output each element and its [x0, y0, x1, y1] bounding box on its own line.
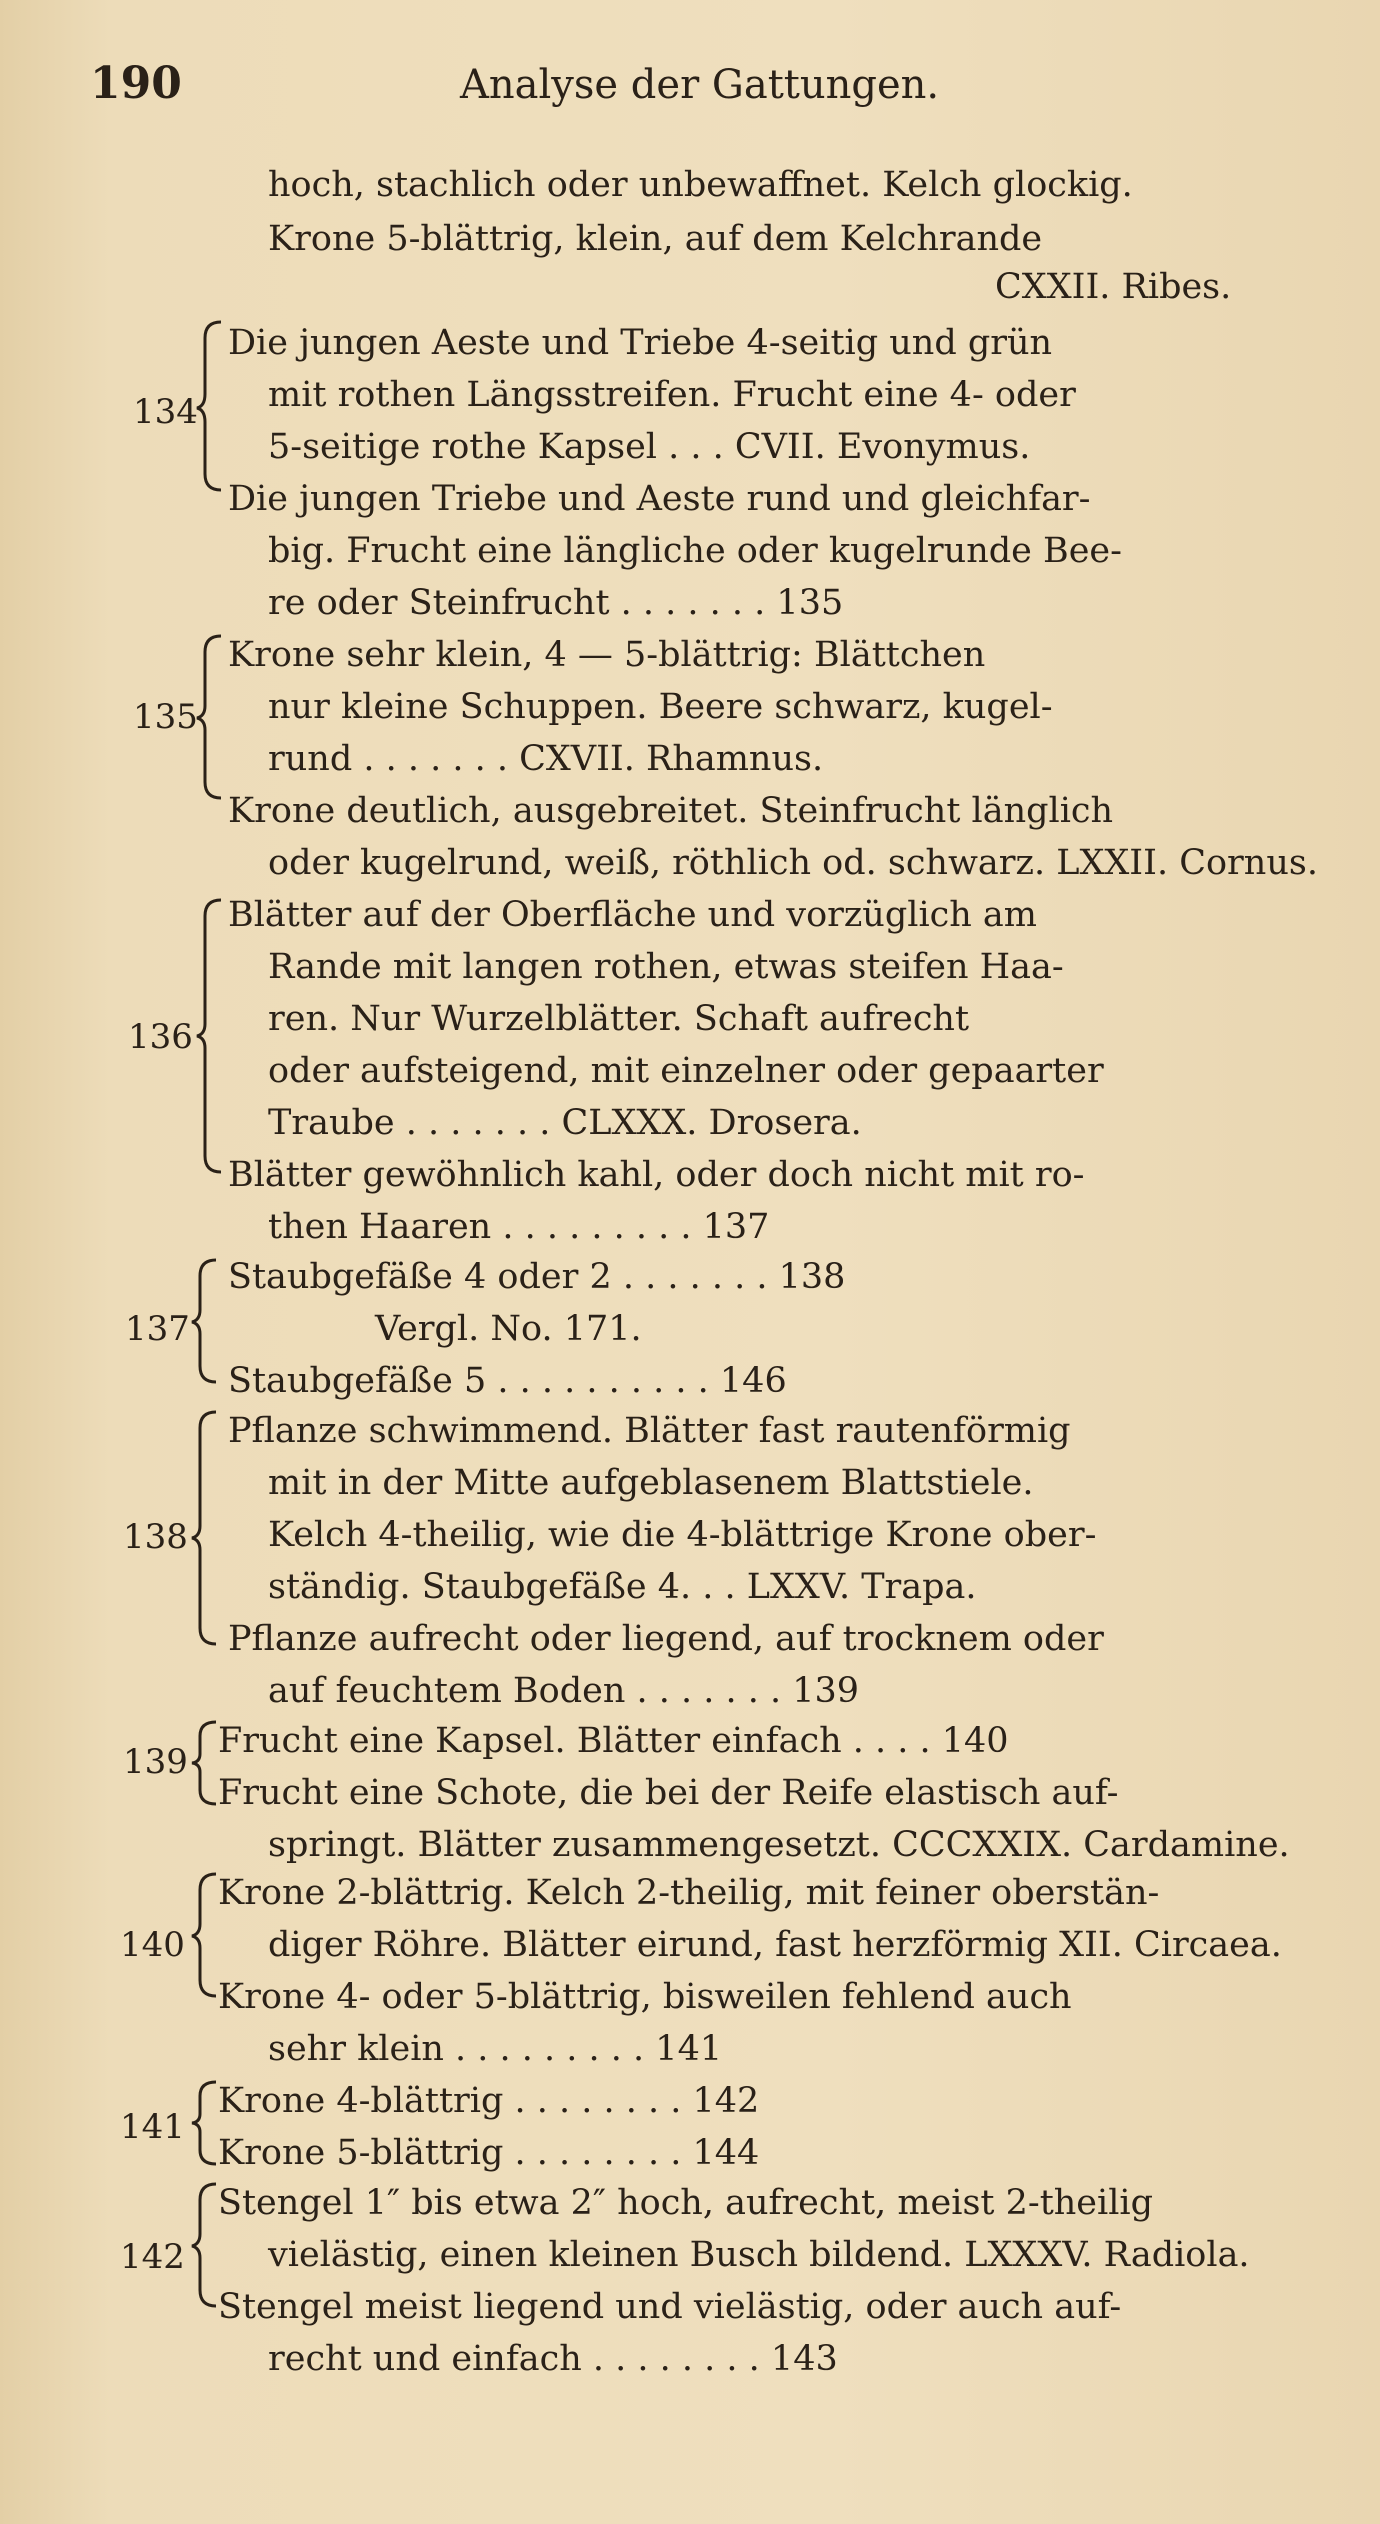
text-line: Krone 4- oder 5-blättrig, bisweilen fehlend auch — [218, 1977, 1072, 2017]
text-line: Krone sehr klein, 4 — 5-blättrig: Blättchen — [228, 635, 986, 675]
brace-icon — [190, 1408, 220, 1648]
page-header — [70, 58, 1290, 118]
brace-icon — [190, 2078, 220, 2168]
couplet-number: 142 — [120, 2237, 185, 2277]
text-line: Kelch 4-theilig, wie die 4-blättrige Krone ober- — [268, 1515, 1097, 1555]
text-line: Frucht eine Schote, die bei der Reife elastisch auf- — [218, 1773, 1119, 1813]
brace-icon — [190, 1256, 220, 1386]
text-line: auf feuchtem Boden . . . . . . . 139 — [268, 1671, 860, 1711]
text-line: rund . . . . . . . CXVII. Rhamnus. — [268, 739, 824, 779]
text-line: Staubgefäße 4 oder 2 . . . . . . . 138 — [228, 1257, 846, 1297]
text-line: mit rothen Längsstreifen. Frucht eine 4- oder — [268, 375, 1076, 415]
text-line: oder aufsteigend, mit einzelner oder gepaarter — [268, 1051, 1104, 1091]
text-line: Blätter auf der Oberfläche und vorzüglich am — [228, 895, 1037, 935]
text-line: Frucht eine Kapsel. Blätter einfach . . . . 140 — [218, 1721, 1009, 1761]
text-line: Vergl. No. 171. — [375, 1309, 642, 1349]
brace-icon — [190, 1870, 220, 2000]
text-line: ren. Nur Wurzelblätter. Schaft aufrecht — [268, 999, 970, 1039]
couplet-number: 137 — [125, 1309, 190, 1349]
couplet-number: 136 — [128, 1017, 193, 1057]
text-line: Krone 4-blättrig . . . . . . . . 142 — [218, 2081, 760, 2121]
text-line: nur kleine Schuppen. Beere schwarz, kugel- — [268, 687, 1053, 727]
brace-icon — [195, 896, 225, 1176]
brace-icon — [195, 632, 225, 802]
couplet-number: 140 — [120, 1925, 185, 1965]
text-line: 5-seitige rothe Kapsel . . . CVII. Evonymus. — [268, 427, 1031, 467]
text-line: Krone 5-blättrig . . . . . . . . 144 — [218, 2133, 760, 2173]
text-line: Stengel 1″ bis etwa 2″ hoch, aufrecht, meist 2-theilig — [218, 2183, 1154, 2223]
text-line: Pflanze aufrecht oder liegend, auf trocknem oder — [228, 1619, 1104, 1659]
brace-icon — [190, 2180, 220, 2310]
text-line: Traube . . . . . . . CLXXX. Drosera. — [268, 1103, 862, 1143]
text-line: big. Frucht eine längliche oder kugelrunde Bee- — [268, 531, 1122, 571]
text-line: Blätter gewöhnlich kahl, oder doch nicht mit ro- — [228, 1155, 1085, 1195]
text-line: sehr klein . . . . . . . . . 141 — [268, 2029, 723, 2069]
running-title: Analyse der Gattungen. — [460, 62, 940, 108]
text-line: Die jungen Aeste und Triebe 4-seitig und grün — [228, 323, 1053, 363]
couplet-number: 134 — [133, 392, 198, 432]
text-line: Rande mit langen rothen, etwas steifen Haa- — [268, 947, 1064, 987]
text-line: Die jungen Triebe und Aeste rund und gleichfar- — [228, 479, 1091, 519]
text-line: re oder Steinfrucht . . . . . . . 135 — [268, 583, 844, 623]
genus-reference: CXXII. Ribes. — [995, 267, 1232, 307]
brace-icon — [190, 1718, 220, 1808]
text-line: diger Röhre. Blätter eirund, fast herzförmig XII. Circaea. — [268, 1925, 1282, 1965]
page-number: 190 — [90, 58, 182, 109]
text-line: mit in der Mitte aufgeblasenem Blattstiele. — [268, 1463, 1034, 1503]
couplet-number: 139 — [123, 1742, 188, 1782]
text-line: ständig. Staubgefäße 4. . . LXXV. Trapa. — [268, 1567, 977, 1607]
text-line: Krone 2-blättrig. Kelch 2-theilig, mit feiner oberstän- — [218, 1873, 1160, 1913]
brace-icon — [195, 318, 225, 494]
text-line: Stengel meist liegend und vielästig, oder auch auf- — [218, 2287, 1122, 2327]
couplet-number: 138 — [123, 1517, 188, 1557]
text-line: vielästig, einen kleinen Busch bildend. LXXXV. Radiola. — [268, 2235, 1250, 2275]
text-line: Pflanze schwimmend. Blätter fast rautenförmig — [228, 1411, 1071, 1451]
text-line: recht und einfach . . . . . . . . 143 — [268, 2339, 838, 2379]
text-line: Staubgefäße 5 . . . . . . . . . . 146 — [228, 1361, 787, 1401]
text-line: hoch, stachlich oder unbewaffnet. Kelch glockig. — [268, 165, 1133, 205]
text-line: then Haaren . . . . . . . . . 137 — [268, 1207, 770, 1247]
text-line: springt. Blätter zusammengesetzt. CCCXXIX. Cardamine. — [268, 1825, 1290, 1865]
text-line: Krone 5-blättrig, klein, auf dem Kelchrande — [268, 219, 1043, 259]
couplet-number: 141 — [120, 2107, 185, 2147]
couplet-number: 135 — [133, 697, 198, 737]
text-line: Krone deutlich, ausgebreitet. Steinfrucht länglich — [228, 791, 1114, 831]
text-line: oder kugelrund, weiß, röthlich od. schwarz. LXXII. Cornus. — [268, 843, 1318, 883]
